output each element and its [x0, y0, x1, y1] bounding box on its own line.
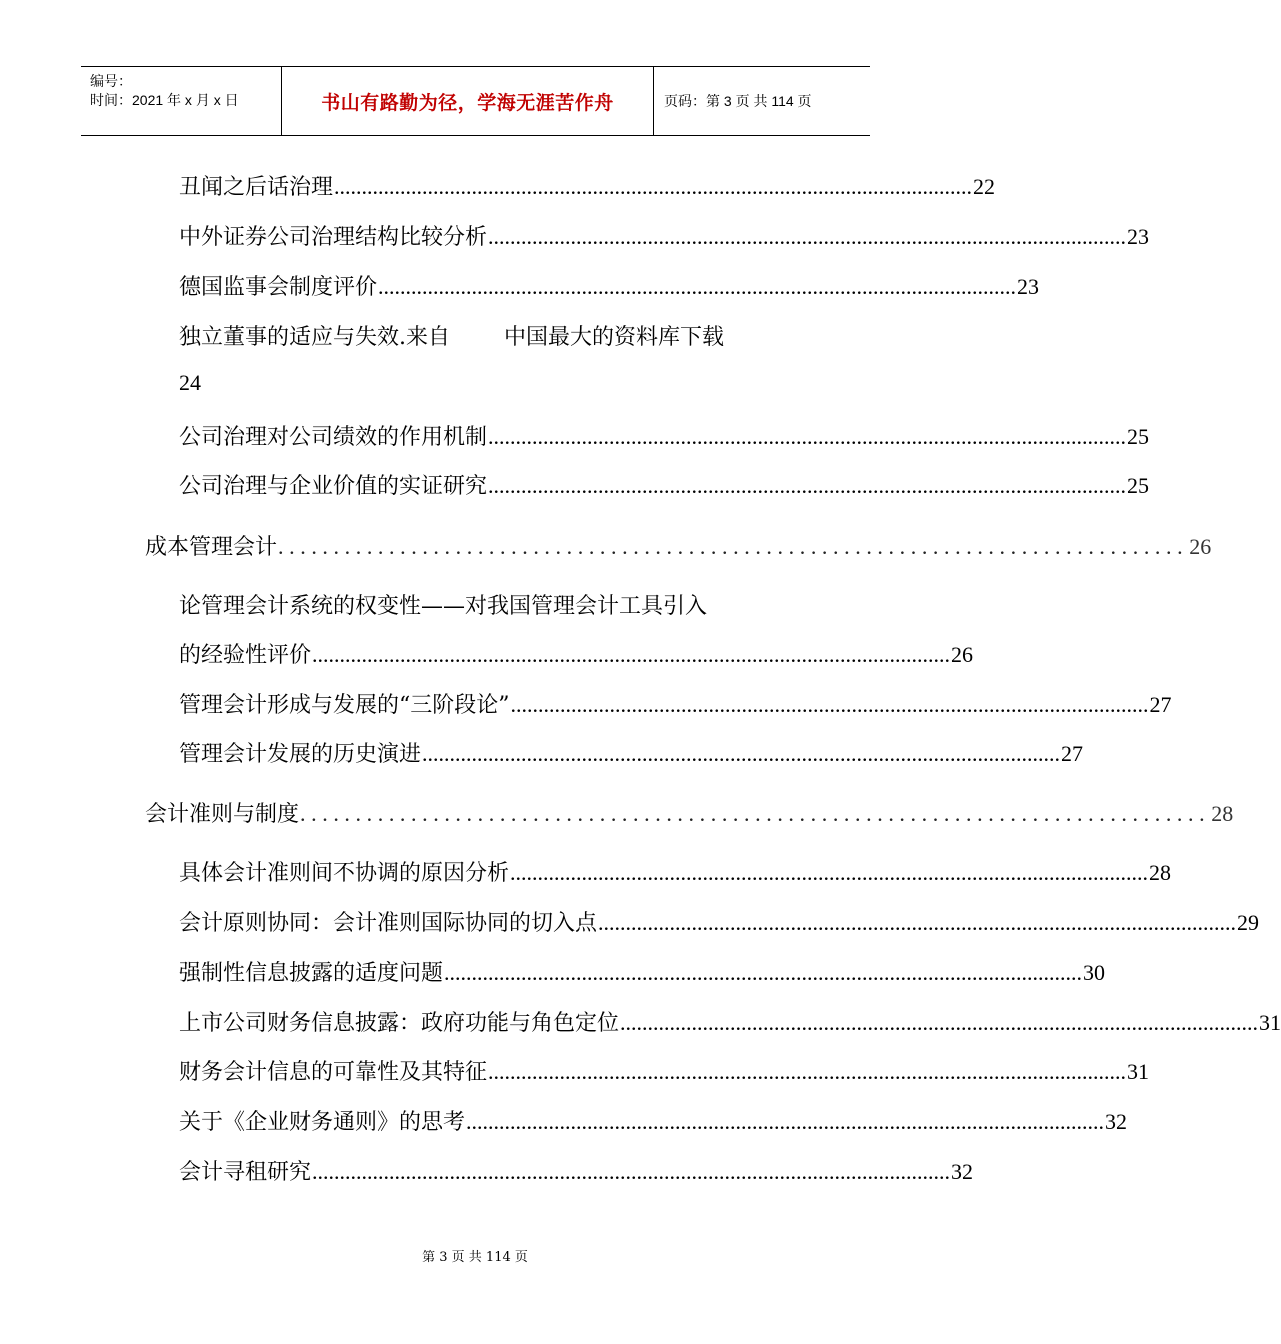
- toc-entry-page: 25: [1127, 424, 1150, 449]
- toc-entry-title: 管理会计发展的历史演进: [179, 742, 422, 767]
- header-page-label: 页码：第 3 页 共 114 页: [664, 93, 812, 109]
- toc-entry-page: 29: [1237, 910, 1260, 935]
- page-header: [81, 66, 870, 136]
- toc-entry-page: 22: [973, 174, 996, 199]
- toc-entry-title-continued: 中国最大的资料库下载: [504, 325, 725, 350]
- toc-entry-page: 26: [951, 642, 974, 667]
- toc-leader-dots: ....................................................................................................................: [510, 692, 1149, 717]
- toc-entry[interactable]: [179, 220, 1150, 251]
- toc-entry[interactable]: [179, 270, 1040, 301]
- toc-leader-dots: ..................................................................................: [300, 801, 1211, 826]
- toc-leader-dots: ..................................................................................: [278, 534, 1189, 559]
- toc-entry-page: 32: [1105, 1109, 1128, 1134]
- toc-entry-title: 具体会计准则间不协调的原因分析: [179, 861, 510, 886]
- toc-entry[interactable]: [179, 1155, 974, 1186]
- toc-entry-title: 丑闻之后话治理: [179, 175, 334, 200]
- toc-entry[interactable]: [179, 737, 1084, 768]
- toc-entry-title: 公司治理与企业价值的实证研究: [179, 474, 488, 499]
- toc-leader-dots: ....................................................................................................................: [378, 274, 1017, 299]
- toc-entry-page: 27: [1061, 741, 1084, 766]
- toc-entry-title: 德国监事会制度评价: [179, 275, 378, 300]
- toc-entry-page: 23: [1017, 274, 1040, 299]
- toc-section-page: 28: [1211, 801, 1234, 826]
- toc-entry-title: 独立董事的适应与失效.来自: [179, 325, 450, 350]
- toc-entry-page: 31: [1259, 1010, 1281, 1035]
- toc-section[interactable]: [145, 530, 1212, 561]
- toc-entry-title: 会计原则协同：会计准则国际协同的切入点: [179, 911, 598, 936]
- toc-entry[interactable]: [179, 906, 1260, 937]
- toc-entry-title: 强制性信息披露的适度问题: [179, 961, 444, 986]
- toc-entry-title: 中外证券公司治理结构比较分析: [179, 225, 488, 250]
- toc-entry[interactable]: [179, 420, 1150, 451]
- toc-section[interactable]: [145, 797, 1234, 828]
- toc-leader-dots: ....................................................................................................................: [444, 960, 1083, 985]
- header-meta: [81, 67, 282, 135]
- toc-leader-dots: ....................................................................................................................: [510, 860, 1149, 885]
- toc-entry-title: 关于《企业财务通则》的思考: [179, 1110, 466, 1135]
- toc-leader-dots: ....................................................................................................................: [334, 174, 973, 199]
- page-footer: 第 3 页 共 114 页: [422, 1250, 528, 1265]
- toc-entry-page: 31: [1127, 1059, 1150, 1084]
- toc-entry[interactable]: [179, 170, 996, 201]
- header-motto: 书山有路勤为径，学海无涯苦作舟: [282, 67, 654, 135]
- toc-entry-title: 管理会计形成与发展的“三阶段论”: [179, 693, 510, 718]
- toc-entry-wrapped[interactable]: [179, 320, 724, 351]
- toc-entry-page-line: [179, 370, 201, 396]
- toc-entry-title: 公司治理对公司绩效的作用机制: [179, 425, 488, 450]
- toc-leader-dots: ....................................................................................................................: [488, 1059, 1127, 1084]
- toc-entry[interactable]: [179, 1006, 1281, 1037]
- toc-entry-continuation[interactable]: [179, 638, 974, 669]
- toc-entry[interactable]: [179, 688, 1172, 719]
- toc-entry[interactable]: [179, 469, 1150, 500]
- toc-leader-dots: ....................................................................................................................: [488, 473, 1127, 498]
- toc-entry-page: 24: [179, 370, 201, 395]
- header-date-label: 时间：2021 年 x 月 x 日: [90, 92, 239, 108]
- toc-entry-page: 23: [1127, 224, 1150, 249]
- toc-leader-dots: ....................................................................................................................: [312, 642, 951, 667]
- toc-entry[interactable]: [179, 956, 1106, 987]
- toc-leader-dots: ....................................................................................................................: [488, 424, 1127, 449]
- toc-entry-title-continued: 的经验性评价: [179, 643, 312, 668]
- header-number-label: 编号：: [90, 73, 132, 89]
- toc-leader-dots: ....................................................................................................................: [312, 1159, 951, 1184]
- toc-entry-page: 28: [1149, 860, 1172, 885]
- toc-entry-title: 会计寻租研究: [179, 1160, 312, 1185]
- toc-entry-title: 上市公司财务信息披露：政府功能与角色定位: [179, 1011, 620, 1036]
- toc-leader-dots: ....................................................................................................................: [598, 910, 1237, 935]
- toc-entry[interactable]: [179, 1055, 1150, 1086]
- toc-section-title: 会计准则与制度: [145, 802, 300, 827]
- toc-leader-dots: ....................................................................................................................: [488, 224, 1127, 249]
- toc-entry-title: 财务会计信息的可靠性及其特征: [179, 1060, 488, 1085]
- toc-entry[interactable]: [179, 1105, 1128, 1136]
- toc-section-title: 成本管理会计: [145, 535, 278, 560]
- toc-entry-title: 论管理会计系统的权变性——对我国管理会计工具引入: [179, 594, 708, 619]
- toc-section-page: 26: [1189, 534, 1212, 559]
- toc-entry-page: 27: [1149, 692, 1172, 717]
- toc-leader-dots: ....................................................................................................................: [466, 1109, 1105, 1134]
- toc-entry-page: 30: [1083, 960, 1106, 985]
- toc-entry-page: 25: [1127, 473, 1150, 498]
- toc-entry-page: 32: [951, 1159, 974, 1184]
- toc-entry[interactable]: [179, 856, 1172, 887]
- toc-leader-dots: ....................................................................................................................: [620, 1010, 1259, 1035]
- toc-leader-dots: ....................................................................................................................: [422, 741, 1061, 766]
- toc-entry-wrapped[interactable]: [179, 589, 707, 620]
